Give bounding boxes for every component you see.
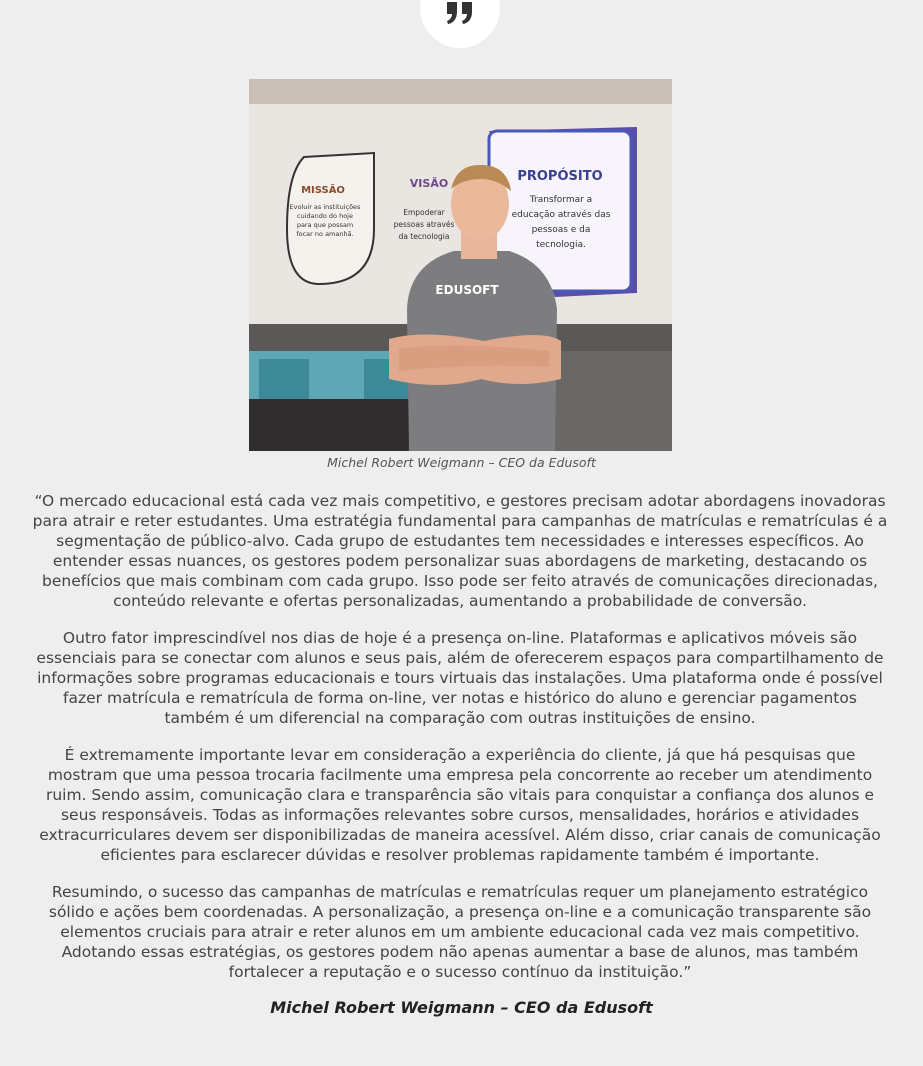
quote-paragraph-3: É extremamente importante levar em consideração a experiência do cliente, já que há pesquisas que mostram que uma pessoa trocaria facilmente uma empresa pela concorrente ao receber um atendimento ruim. Sendo assim, comunicação clara e transparência são vitais para conquistar a confiança dos alunos e seus responsáveis. Todas as informações relevantes sobre cursos, mensalidades, horários e atividades extracurriculares devem ser disponibilizadas de maneira acessível. Além disso, criar canais de comunicação eficientes para esclarecer dúvidas e resolver problemas rapidamente também é importante.	[39, 746, 881, 864]
quote-paragraph-2: Outro fator imprescindível nos dias de hoje é a presença on-line. Plataformas e aplicativos móveis são essenciais para se conectar com alunos e seus pais, além de oferecerem espaços para compartilhamento de informações sobre programas educacionais e tours virtuais das instalações. Uma plataforma onde é possível fazer matrícula e rematrícula de forma on-line, ver notas e histórico do aluno e gerenciar pagamentos também é um diferencial na comparação com outras instituições de ensino.	[36, 629, 884, 727]
wall-visao-text: Empoderar pessoas através da tecnologia	[393, 208, 455, 241]
wall-missao-title: MISSÃO	[301, 185, 345, 196]
quote-body	[30, 491, 890, 999]
quote-badge	[420, 0, 500, 48]
ceo-photo-illustration	[249, 79, 672, 451]
quote-paragraph-4: Resumindo, o sucesso das campanhas de matrículas e rematrículas requer um planejamento estratégico sólido e ações bem coordenadas. A personalização, a presença on-line e a comunicação transparente são elementos cruciais para atrair e reter alunos em um ambiente educacional cada vez mais competitivo. Adotando essas estratégias, os gestores podem não apenas aumentar a base de alunos, mas também fortalecer a reputação e o sucesso contínuo da instituição.”	[48, 883, 872, 981]
wall-proposito-title: PROPÓSITO	[517, 169, 603, 184]
photo-caption: Michel Robert Weigmann – CEO da Edusoft	[327, 455, 596, 470]
shirt-brand: EDUSOFT	[435, 283, 499, 297]
wall-visao-title: VISÃO	[409, 177, 449, 190]
ceo-photo	[249, 79, 672, 451]
wall-proposito-text: Transformar a educação através das pessoas e da tecnologia.	[511, 195, 611, 250]
signature: Michel Robert Weigmann – CEO da Edusoft	[270, 998, 653, 1017]
quote-paragraph-1: “O mercado educacional está cada vez mais competitivo, e gestores precisam adotar abordagens inovadoras para atrair e reter estudantes. Uma estratégia fundamental para campanhas de matrículas e rematrículas é a segmentação de público-alvo. Cada grupo de estudantes tem necessidades e interesses específicos. Ao entender essas nuances, os gestores podem personalizar suas abordagens de marketing, destacando os benefícios que mais combinam com cada grupo. Isso pode ser feito através de comunicações direcionadas, conteúdo relevante e ofertas personalizadas, aumentando a probabilidade de conversão.	[32, 492, 888, 610]
quote-icon	[445, 0, 475, 26]
wall-missao-text: Evoluir as instituições cuidando do hoje para que possam focar no amanhã.	[289, 203, 361, 238]
